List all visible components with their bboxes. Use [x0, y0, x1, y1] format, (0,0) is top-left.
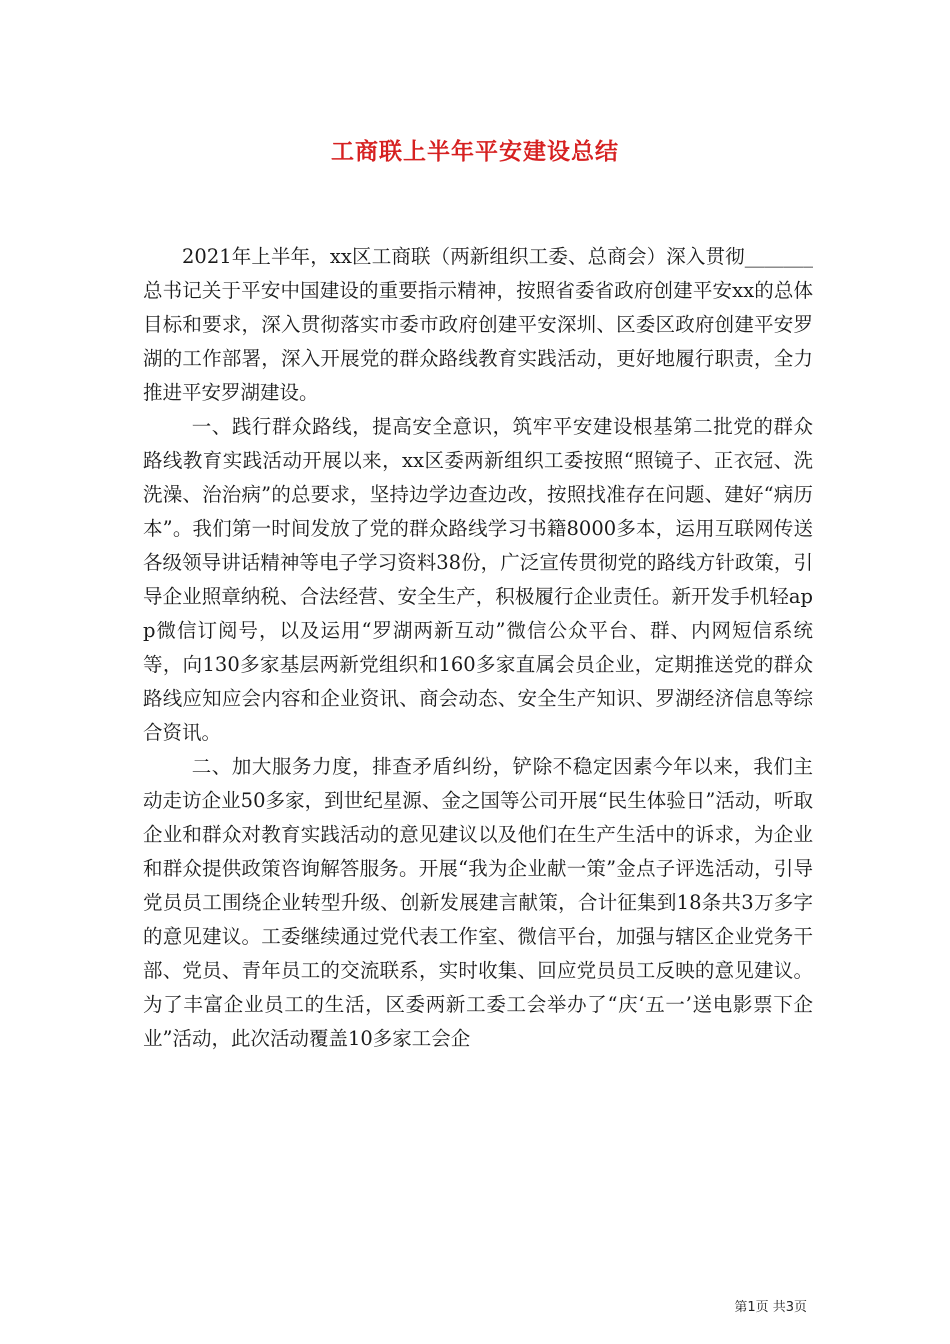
- document-title: 工商联上半年平安建设总结: [331, 138, 619, 165]
- paragraph-section-2: 二、加大服务力度，排查矛盾纠纷，铲除不稳定因素今年以来，我们主动走访企业50多家，到世纪星源、金之国等公司开展“民生体验日”活动，听取企业和群众对教育实践活动的意见建议以及他们在生产生活中的诉求，为企业和群众提供政策咨询解答服务。开展“我为企业献一策”金点子评选活动，引导党员员工围绕企业转型升级、创新发展建言献策，合计征集到18条共3万多字的意见建议。工委继续通过党代表工作室、微信平台，加强与辖区企业党务干部、党员、青年员工的交流联系，实时收集、回应党员员工反映的意见建议。为了丰富企业员工的生活，区委两新工委工会举办了“庆‘五一’送电影票下企业”活动，此次活动覆盖10多家工会企: [143, 755, 813, 1050]
- document-body: [143, 240, 813, 1056]
- paragraph-section-1: 一、践行群众路线，提高安全意识，筑牢平安建设根基第二批党的群众路线教育实践活动开展以来，xx区委两新组织工委按照“照镜子、正衣冠、洗洗澡、治治病”的总要求，坚持边学边查边改，按照找准存在问题、建好“病历本”。我们第一时间发放了党的群众路线学习书籍8000多本，运用互联网传送各级领导讲话精神等电子学习资料38份，广泛宣传贯彻党的路线方针政策，引导企业照章纳税、合法经营、安全生产，积极履行企业责任。新开发手机轻app微信订阅号，以及运用“罗湖两新互动”微信公众平台、群、内网短信系统等，向130多家基层两新党组织和160多家直属会员企业，定期推送党的群众路线应知应会内容和企业资讯、商会动态、安全生产知识、罗湖经济信息等综合资讯。: [143, 415, 813, 744]
- page-number: 第1页 共3页: [734, 1300, 807, 1315]
- paragraph-intro: 2021年上半年，xx区工商联（两新组织工委、总商会）深入贯彻_______总书记关于平安中国建设的重要指示精神，按照省委省政府创建平安xx的总体目标和要求，深入贯彻落实市委市政府创建平安深圳、区委区政府创建平安罗湖的工作部署，深入开展党的群众路线教育实践活动，更好地履行职责，全力推进平安罗湖建设。: [143, 245, 813, 404]
